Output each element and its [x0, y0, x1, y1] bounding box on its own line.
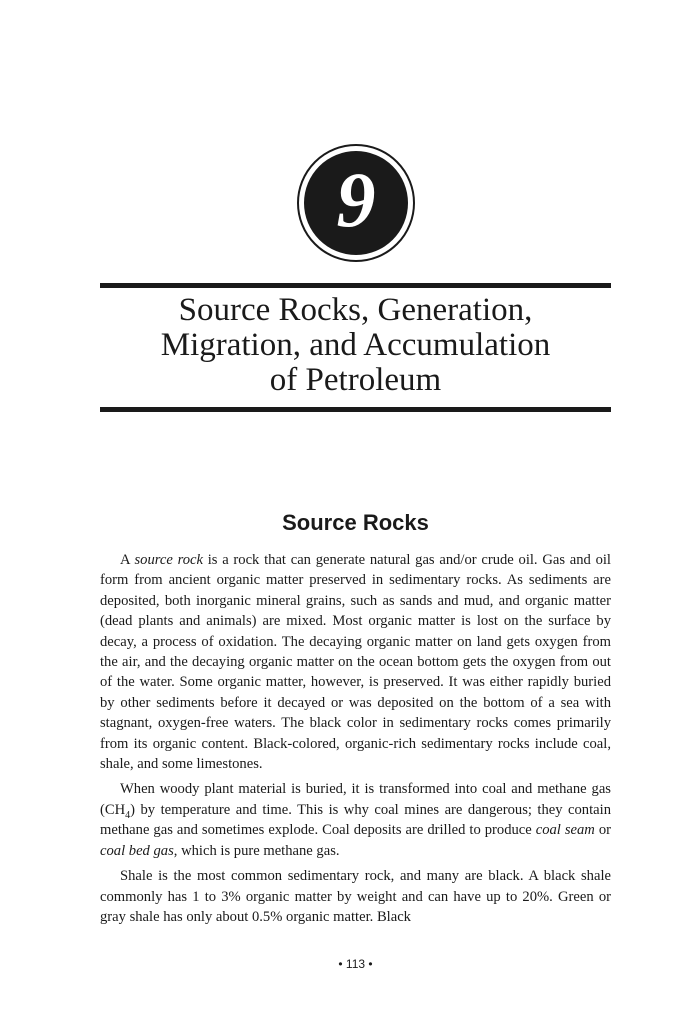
title-rule-top: [100, 283, 611, 288]
paragraph-text: When woody plant material is buried, it is transformed into coal and methane gas (CH: [100, 781, 611, 818]
page-number: • 113 •: [338, 957, 373, 971]
paragraph-3: Shale is the most common sedimentary rock, and many are black. A black shale commonly has 1 to 3% organic matter by weight and can have up to 20%. Green or gray shale has only about 0.5% organic matter. Black: [100, 868, 611, 925]
term-source-rock: source rock: [134, 552, 203, 568]
term-coal-seam: coal seam: [535, 822, 595, 839]
paragraph-text: ) by temperature and time. This is why coal mines are dangerous; they contain methane gas and sometimes explode. Coal deposits are drilled to produce: [100, 801, 611, 839]
section-heading: Source Rocks: [282, 510, 429, 535]
body-text: [100, 550, 611, 932]
chapter-number-circle: [304, 151, 408, 255]
chapter-title-line: Migration, and Accumulation: [160, 327, 551, 363]
chapter-title: [100, 293, 611, 398]
chapter-number-badge: [297, 144, 415, 262]
paragraph-text: is a rock that can generate natural gas and/or crude oil. Gas and oil form from ancient organic matter preserved in sedimentary rocks. As sediments are deposited, both inorganic mineral grains, such as sands and mud, and organic matter (dead plants and animals) are mixed. Most organic matter is lost on the surface by decay, a process of oxidation. The decaying organic matter on land gets oxygen from the air, and the decaying organic matter on the ocean bottom gets the oxygen from out of the water. Some organic matter, however, is preserved. It was either rapidly buried by other sediments before it decayed or was deposited on the bottom of a sea with stagnant, oxygen-free waters. The black color in sedimentary rocks comes primarily from its organic content. Black-colored, organic-rich sedimentary rocks include coal, shale, and some limestones.: [100, 552, 611, 773]
term-coal-bed-gas: coal bed gas: [100, 842, 174, 859]
paragraph-1: [100, 550, 611, 774]
paragraph-2: [100, 779, 611, 861]
paragraph-text: A: [120, 552, 135, 568]
title-rule-bottom: [100, 407, 611, 412]
chapter-title-line: of Petroleum: [269, 362, 442, 398]
chapter-title-line: Source Rocks, Generation,: [178, 292, 533, 328]
subscript-4: 4: [125, 809, 131, 821]
chapter-number: 9: [336, 156, 376, 243]
paragraph-text: , which is pure methane gas.: [173, 842, 340, 859]
paragraph-text: or: [594, 822, 611, 839]
